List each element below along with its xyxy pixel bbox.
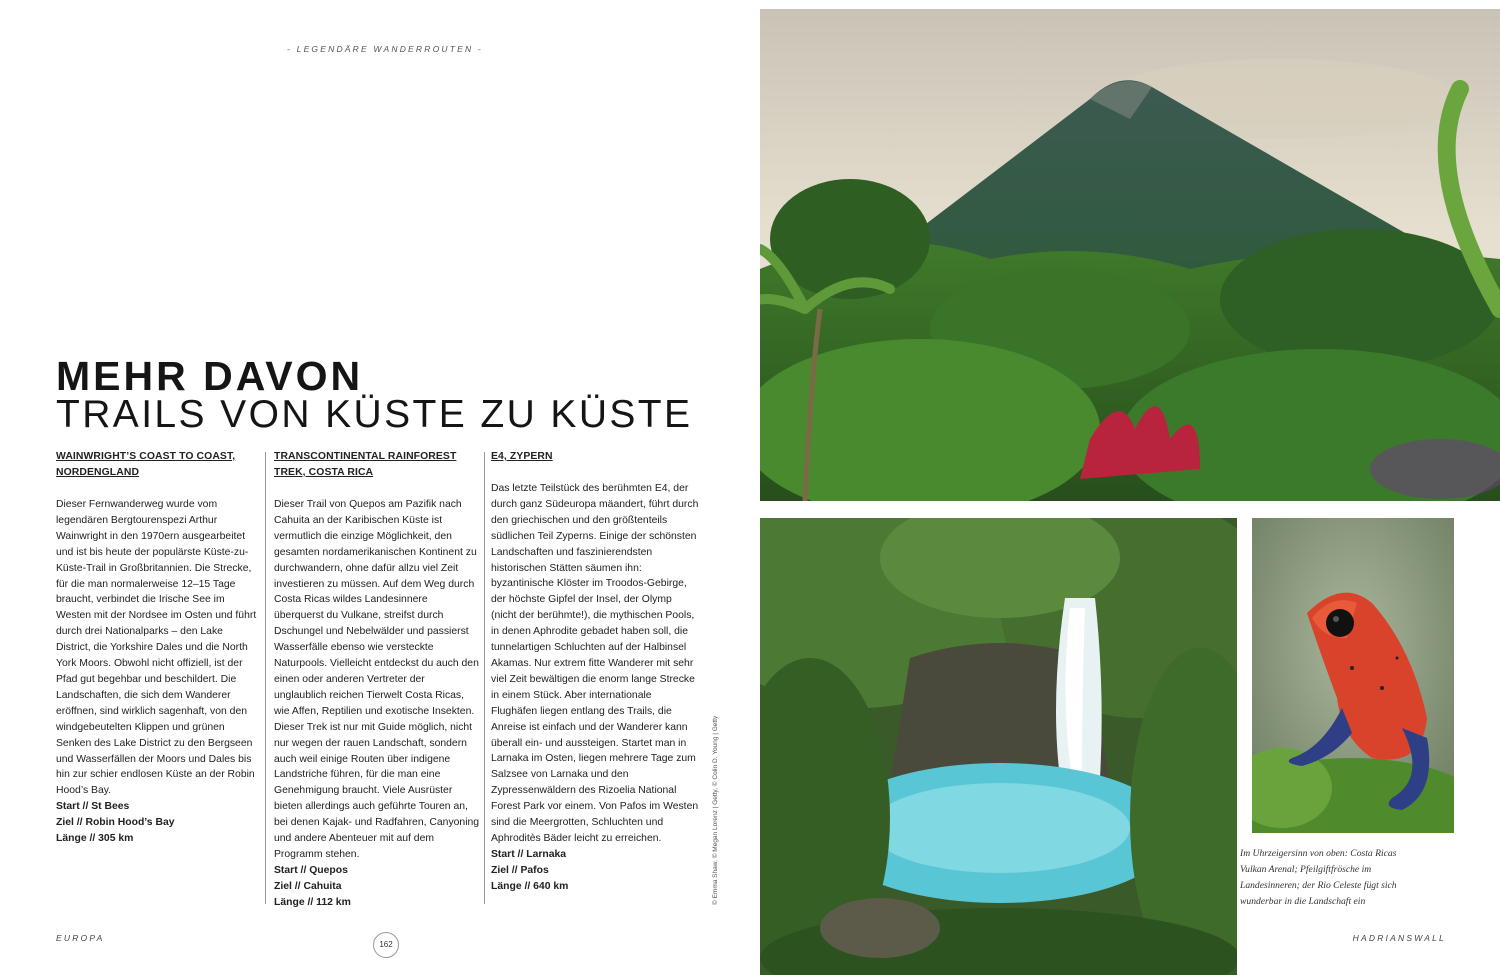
column-1-body: Dieser Fernwanderweg wurde vom legendären Bergtourenspezi Arthur Wainwright in den 1970ern ausgearbeitet und ist bis heute der populärste Küste-zu-Küste-Trail in Großbritannien. Die Strecke, für die man normalerweise 12–15 Tage braucht, verbindet die Irische See im Westen mit der Nordsee im Osten und führt durch drei Nationalparks – den Lake District, die Yorkshire Dales und die North York Moors. Obwohl nicht offiziell, ist der Pfad gut begehbar und beschildert. Die Landschaften, die sich dem Wanderer eröffnen, sind wirklich sagenhaft, von den windgebeutelten Klippen und grünen Senken des Lake District zu den Bergseen und Wasserfällen der Moors und Dales bis hin zur schier endlosen Küste an der Robin Hood’s Bay. [56,499,257,797]
column-1-heading: WAINWRIGHT’S COAST TO COAST, NORDENGLAND [56,451,236,478]
photo-frog [1252,518,1454,833]
column-3-laenge: Länge // 640 km [491,880,569,892]
column-divider-2 [484,452,485,904]
column-2 [274,449,480,911]
column-divider-1 [265,452,266,904]
column-2-body: Dieser Trail von Quepos am Pazifik nach Cahuita an der Karibischen Küste ist vermutlich die einzige Möglichkeit, den gesamten nordamerikanischen Kontinent zu durchwandern, ohne dafür allzu viel Zeit investieren zu müssen. Auf dem Weg durch Costa Ricas wildes Landesinnere überquerst du Vulkane, streifst durch Dschungel und Nebelwälder und passierst Wasserfälle ebenso wie versteckte Naturpools. Vielleicht entdeckst du auch den einen oder anderen Vertreter der unglaublich reichen Tierwelt Costa Ricas, wie Affen, Reptilien und exotische Insekten. Dieser Trek ist nur mit Guide möglich, nicht nur wegen der rauen Landschaft, sondern auch weil einige Routen über indigene Landstriche führen, für die man eine Genehmigung braucht. Viele Ausrüster bieten allerdings auch geführte Touren an, bei denen Kajak- und Radfahren, Canyoning und andere Abenteuer mit auf dem Programm stehen. [274,499,480,860]
column-1 [56,449,260,847]
column-1-ziel: Ziel // Robin Hood’s Bay [56,817,175,829]
footer-right-section: HADRIANSWALL [1352,933,1446,943]
section-kicker: - LEGENDÄRE WANDERROUTEN - [287,44,483,54]
column-3-heading: E4, ZYPERN [491,451,553,462]
title-main: MEHR DAVON [56,353,364,399]
column-2-laenge: Länge // 112 km [274,896,351,908]
page-number: 162 [373,932,399,958]
column-3-body: Das letzte Teilstück des berühmten E4, der durch ganz Südeuropa mäandert, führt durch den griechischen und den größtenteils südlichen Teil Zyperns. Einige der schönsten Landschaften und faszinierendsten historischen Stätten säumen ihn: byzantinische Klöster im Troodos-Gebirge, der höchste Gipfel der Insel, der Olymp (nicht der berühmte!), die mythischen Pools, in denen Aphrodite gebadet haben soll, die tunnelartigen Schluchten auf der Halbinsel Akamas. Nur extrem fitte Wanderer mit sehr viel Zeit bewältigen die enorm lange Strecke in einem Stück. Aber internationale Flughäfen liegen entlang des Trails, die Anreise ist einfach und der Wanderer kann überall ein- und aussteigen. Startet man in Larnaka im Osten, liegen mehrere Tage zum Salzsee von Larnaka und den Zypressenwäldern des Rizoelia National Forest Park vor einem. Von Pafos im Westen sind die Meergrotten, Schluchten und Aphroditès Bäder leicht zu erreichen. [491,483,699,844]
column-2-start: Start // Quepos [274,864,348,876]
column-3 [491,449,699,895]
photo-waterfall [760,518,1237,975]
column-1-laenge: Länge // 305 km [56,833,134,845]
footer-section: EUROPA [56,933,105,943]
photo-volcano [760,9,1500,501]
title-sub: TRAILS VON KÜSTE ZU KÜSTE [56,393,693,436]
column-2-heading: TRANSCONTINENTAL RAINFOREST TREK, COSTA RICA [274,451,457,478]
photo-credit: © Emma Shaw, © Megan Lorenz | Getty, © Colin D. Young | Getty [712,715,719,905]
column-3-start: Start // Larnaka [491,848,567,860]
photo-caption: Im Uhrzeigersinn von oben: Costa Ricas Vulkan Arenal; Pfeilgiftfrösche im Landesinneren; der Rio Celeste fügt sich wunderbar in die Landschaft ein [1240,848,1397,907]
column-2-ziel: Ziel // Cahuita [274,880,342,892]
column-1-start: Start // St Bees [56,801,130,813]
column-3-ziel: Ziel // Pafos [491,864,549,876]
